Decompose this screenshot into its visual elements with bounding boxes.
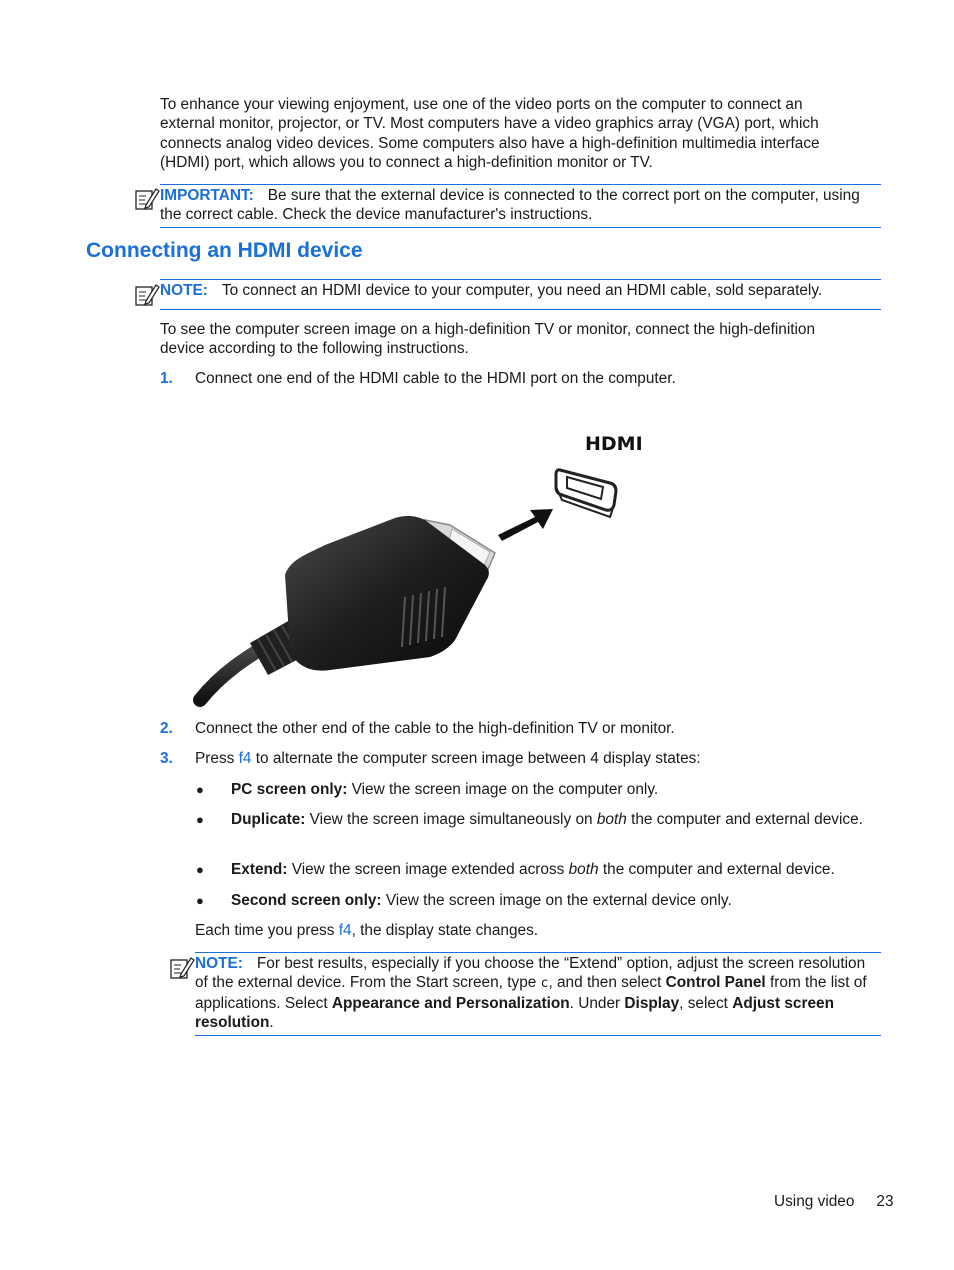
bullet-icon: ●	[196, 782, 204, 797]
bullet-emphasis: both	[568, 861, 599, 878]
bullet-icon: ●	[196, 893, 204, 908]
key-f4-link[interactable]: f4	[238, 750, 252, 767]
bullet-term: Extend:	[231, 861, 288, 878]
note-icon	[134, 282, 160, 308]
note-bold: Adjust screen resolution	[195, 994, 835, 1032]
step-text: Connect the other end of the cable to the high-definition TV or monitor.	[195, 720, 675, 737]
step-text	[195, 749, 701, 768]
important-label: IMPORTANT:	[160, 187, 254, 204]
page-number: 23	[876, 1193, 894, 1210]
note-text: To connect an HDMI device to your computer, you need an HDMI cable, sold separately.	[221, 282, 823, 299]
step-text-segment: Press	[195, 750, 239, 767]
note-text: from the list of applications. Select	[195, 974, 867, 1012]
hdmi-cable-illustration	[190, 425, 650, 710]
note-text: , select	[679, 994, 733, 1012]
bullet-desc: the computer and external device.	[626, 811, 863, 828]
key-f4-link[interactable]: f4	[338, 922, 352, 939]
text-segment: Each time you press	[195, 922, 339, 939]
instructions-paragraph: To see the computer screen image on a high-definition TV or monitor, connect the high-definition device according to the following instructions.	[160, 321, 816, 358]
note-code: c	[540, 976, 549, 992]
bullet-term: Second screen only:	[231, 892, 382, 909]
note-icon	[169, 955, 195, 981]
section-heading: Connecting an HDMI device	[86, 239, 363, 262]
important-note	[160, 184, 881, 228]
step-number: 2.	[160, 720, 173, 737]
step-text: Connect one end of the HDMI cable to the HDMI port on the computer.	[195, 370, 676, 387]
bullet-desc: View the screen image simultaneously on	[305, 811, 597, 828]
bullet-icon: ●	[196, 812, 204, 827]
note-text: .	[269, 1014, 274, 1032]
note-text: . Under	[569, 994, 625, 1012]
bullet-term: PC screen only:	[231, 781, 348, 798]
bullet-desc: View the screen image on the external device only.	[381, 892, 732, 909]
bullet-extend	[231, 860, 871, 879]
footer-section: Using video	[774, 1193, 855, 1210]
each-time-text	[195, 921, 538, 940]
bullet-desc: the computer and external device.	[598, 861, 835, 878]
text-segment: , the display state changes.	[351, 922, 539, 939]
step-number: 1.	[160, 370, 173, 387]
bullet-icon: ●	[196, 862, 204, 877]
note-hdmi-cable	[160, 279, 881, 310]
note-bold: Control Panel	[665, 974, 766, 992]
note-text: , and then select	[548, 974, 666, 992]
intro-paragraph: To enhance your viewing enjoyment, use one of the video ports on the computer to connect an external monitor, projector, or TV. Most computers have a video graphics array (VGA) port, which connects analog video devices. Some computers also have a high-definition multimedia interface (HDMI) port, which allows you to connect a high-definition monitor or TV.	[160, 96, 820, 172]
note-bold: Appearance and Personalization	[331, 994, 570, 1012]
note-text: For best results, especially if you choose the “Extend” option, adjust the screen resolution of the external device. From the Start screen, type	[195, 955, 866, 992]
note-best-results	[195, 952, 881, 1036]
bullet-desc: View the screen image extended across	[287, 861, 569, 878]
note-label: NOTE:	[195, 955, 243, 972]
bullet-duplicate	[231, 810, 871, 829]
bullet-pc-screen-only	[231, 780, 871, 799]
note-bold: Display	[624, 994, 680, 1012]
port-label: HDMI	[585, 433, 643, 455]
bullet-second-screen-only	[231, 891, 871, 910]
bullet-term: Duplicate:	[231, 811, 306, 828]
page-footer	[774, 1192, 894, 1211]
bullet-emphasis: both	[596, 811, 627, 828]
note-icon	[134, 186, 160, 212]
bullet-desc: View the screen image on the computer only.	[347, 781, 659, 798]
note-label: NOTE:	[160, 282, 208, 299]
step-text-segment: to alternate the computer screen image between 4 display states:	[251, 750, 701, 767]
step-number: 3.	[160, 750, 173, 767]
important-text: Be sure that the external device is connected to the correct port on the computer, using the correct cable. Check the device manufacturer's instructions.	[160, 187, 860, 224]
